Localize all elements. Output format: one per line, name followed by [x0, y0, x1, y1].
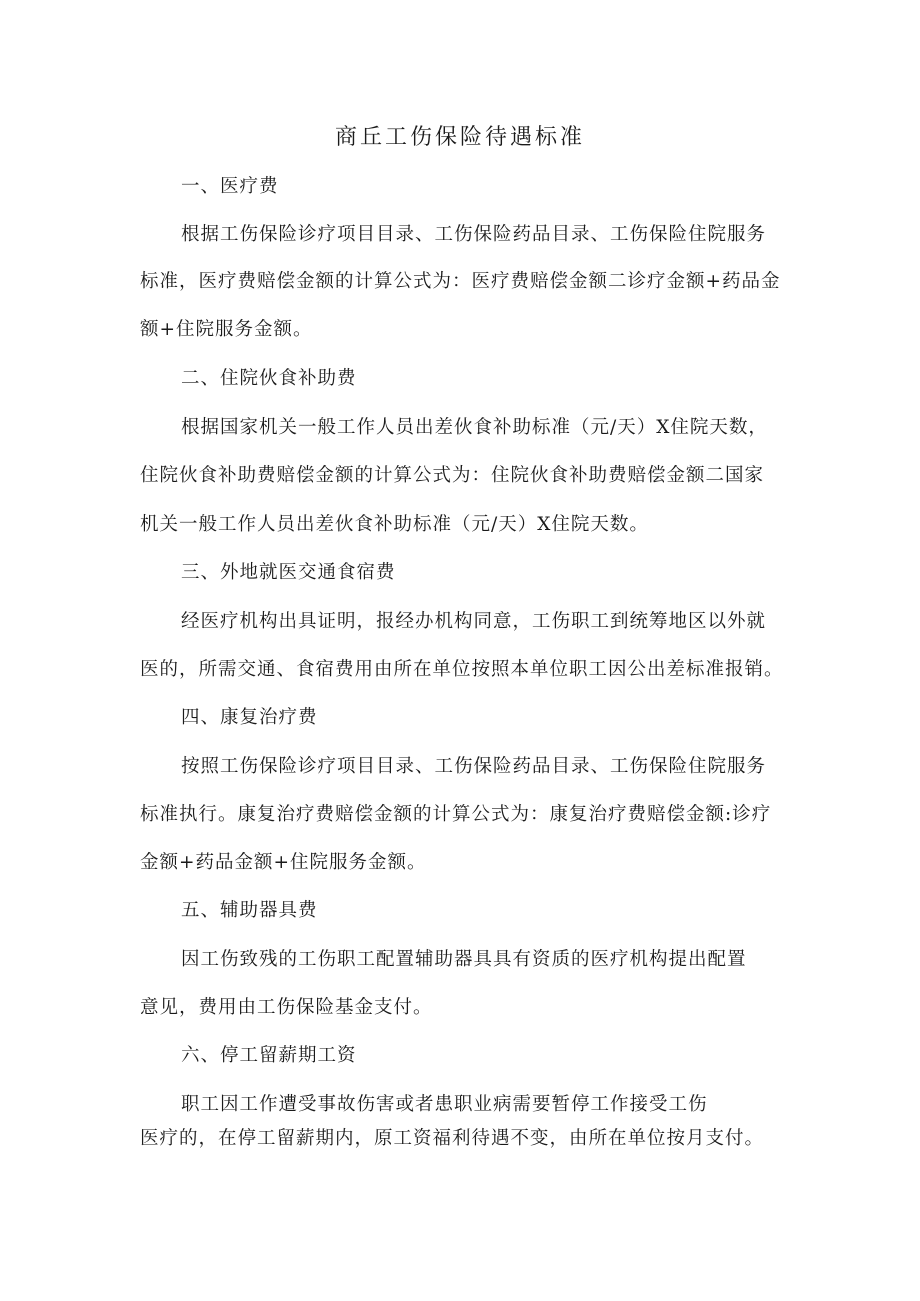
paragraph-line: 根据工伤保险诊疗项目目录、工伤保险药品目录、工伤保险住院服务 [181, 224, 767, 245]
section-heading: 六、停工留薪期工资 [181, 1045, 357, 1066]
paragraph-line: 职工因工作遭受事故伤害或者患职业病需要暂停工作接受工伤 [181, 1094, 708, 1115]
paragraph-line: 因工伤致残的工伤职工配置辅助器具具有资质的医疗机构提出配置 [181, 949, 747, 970]
section-heading: 三、外地就医交通食宿费 [181, 562, 396, 583]
paragraph-line: 医疗的，在停工留薪期内，原工资福利待遇不变，由所在单位按月支付。 [140, 1128, 765, 1149]
paragraph-line: 金额+药品金额+住院服务金额。 [140, 852, 427, 873]
paragraph-line: 住院伙食补助费赔偿金额的计算公式为：住院伙食补助费赔偿金额二国家 [140, 465, 765, 486]
paragraph-line: 标准执行。康复治疗费赔偿金额的计算公式为：康复治疗费赔偿金额:诊疗 [140, 804, 772, 825]
paragraph-line: 经医疗机构出具证明，报经办机构同意，工伤职工到统筹地区以外就 [181, 611, 767, 632]
section-heading: 四、康复治疗费 [181, 707, 318, 728]
paragraph-line: 额+住院服务金额。 [140, 319, 313, 340]
paragraph-line: 根据国家机关一般工作人员出差伙食补助标准（元/天）X住院天数， [181, 417, 768, 438]
paragraph-line: 机关一般工作人员出差伙食补助标准（元/天）X住院天数。 [140, 514, 649, 535]
paragraph-line: 标准，医疗费赔偿金额的计算公式为：医疗费赔偿金额二诊疗金额+药品金 [140, 271, 781, 292]
paragraph-line: 医的，所需交通、食宿费用由所在单位按照本单位职工因公出差标准报销。 [140, 659, 784, 680]
document-title: 商丘工伤保险待遇标准 [334, 125, 585, 150]
paragraph-line: 意见，费用由工伤保险基金支付。 [140, 997, 433, 1018]
section-heading: 二、住院伙食补助费 [181, 368, 357, 389]
section-heading: 五、辅助器具费 [181, 900, 318, 921]
section-heading: 一、医疗费 [181, 176, 279, 197]
paragraph-line: 按照工伤保险诊疗项目目录、工伤保险药品目录、工伤保险住院服务 [181, 756, 767, 777]
